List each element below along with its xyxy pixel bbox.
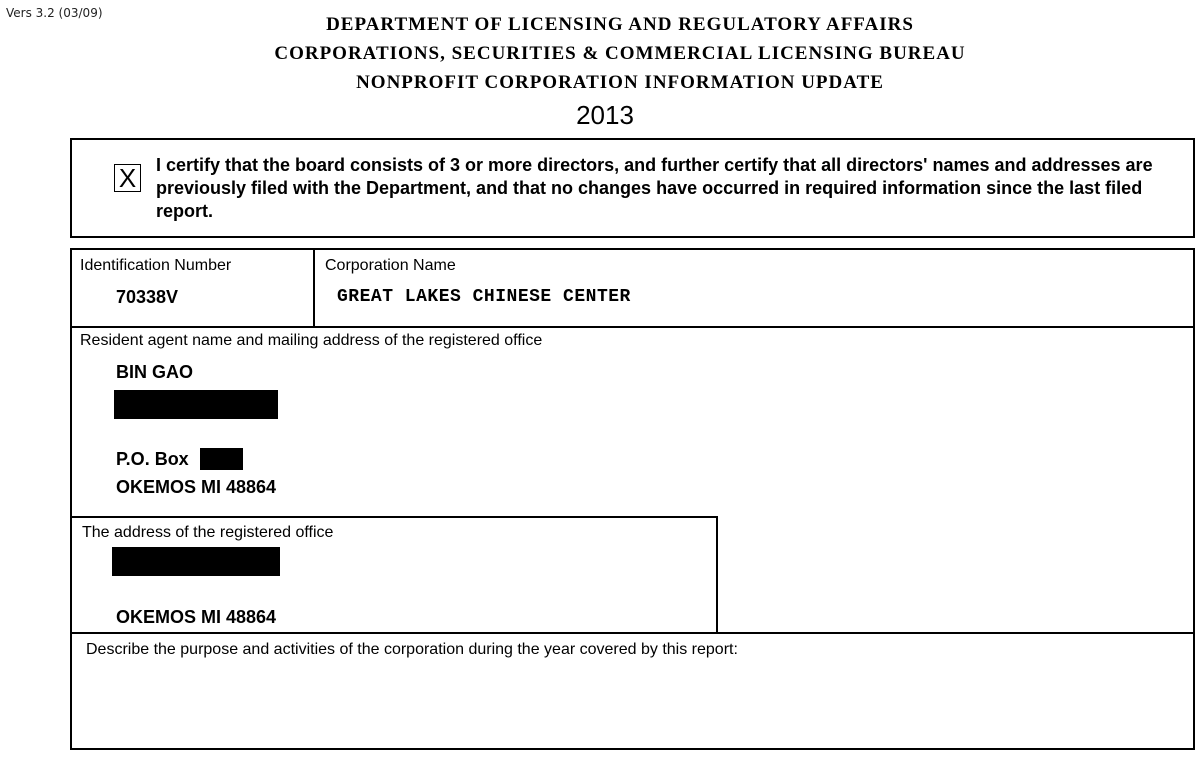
report-year: 2013 [576, 100, 634, 130]
identification-number-label: Identification Number [80, 257, 232, 274]
resident-agent-city: OKEMOS MI 48864 [116, 477, 277, 497]
redacted-street-address [114, 390, 278, 419]
form-header [0, 10, 1200, 97]
id-name-divider [313, 250, 315, 327]
certify-checkbox[interactable]: X [114, 164, 141, 192]
resident-agent-label: Resident agent name and mailing address of the registered office [80, 332, 543, 349]
redacted-po-box-number [200, 448, 243, 470]
header-bureau: CORPORATIONS, SECURITIES & COMMERCIAL LICENSING BUREAU [274, 43, 966, 64]
registered-office-label: The address of the registered office [82, 524, 334, 541]
corporation-info-box [70, 248, 1195, 750]
identification-number-value: 70338V [116, 287, 179, 307]
purpose-label: Describe the purpose and activities of the corporation during the year covered by this report: [86, 641, 738, 658]
resident-agent-po-box: P.O. Box [116, 449, 189, 469]
form-version: Vers 3.2 (03/09) [6, 6, 103, 20]
corporation-name-label: Corporation Name [325, 257, 456, 274]
redacted-office-address [112, 547, 280, 576]
office-right-divider [716, 516, 718, 634]
header-form-title: NONPROFIT CORPORATION INFORMATION UPDATE [356, 72, 884, 93]
registered-office-city: OKEMOS MI 48864 [116, 607, 277, 627]
purpose-field[interactable] [86, 666, 1176, 744]
row1-divider [72, 326, 1193, 328]
certification-box [70, 138, 1195, 238]
resident-agent-name: BIN GAO [116, 362, 194, 382]
office-top-divider [72, 516, 718, 518]
certification-text: I certify that the board consists of 3 or more directors, and further certify that all directors' names and addresses are previously filed with the Department, and that no changes have occurred in required information since the last filed report. [156, 155, 1153, 221]
corporation-name-value: GREAT LAKES CHINESE CENTER [337, 287, 631, 307]
purpose-divider [72, 632, 1193, 634]
header-department: DEPARTMENT OF LICENSING AND REGULATORY AFFAIRS [326, 14, 914, 35]
